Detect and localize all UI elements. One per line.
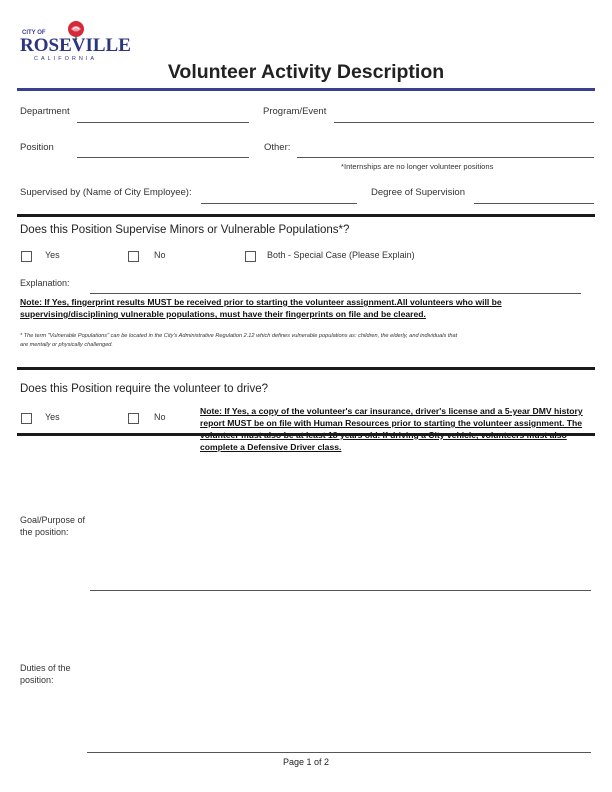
supervised-by-line [201, 203, 357, 204]
driving-note: Note: If Yes, a copy of the volunteer's car insurance, driver's license and a 5-year DMV history report MUST be on file with Human Resources prior to starting the volunteer assignment. The complete a Defensive Driver class. [200, 406, 583, 452]
city-logo [20, 20, 130, 66]
goal-line [90, 590, 591, 591]
goal-label: Goal/Purpose of the position: [20, 515, 86, 537]
supervised-by-label: Supervised by (Name of City Employee): [20, 187, 192, 198]
position-label: Position [20, 142, 54, 153]
other-line [297, 157, 594, 158]
title-rule [17, 88, 595, 91]
minors-no-checkbox[interactable] [128, 251, 139, 262]
section-divider-2 [17, 367, 595, 370]
page-title: Volunteer Activity Description [167, 61, 445, 83]
minors-yes-label: Yes [45, 250, 60, 260]
degree-supervision-line [474, 203, 594, 204]
minors-both-label: Both - Special Case (Please Explain) [267, 250, 415, 260]
degree-supervision-label: Degree of Supervision [371, 187, 465, 198]
explanation-label: Explanation: [20, 278, 70, 288]
drive-question: Does this Position require the volunteer to drive? [20, 383, 269, 395]
degree-supervision-input[interactable] [475, 188, 593, 202]
fingerprint-note: Note: If Yes, fingerprint results MUST be received prior to starting the volunteer assignment.All volunteers who will be supervising/disciplining vulnerable populations, must have their fingerprints on file and be cleared. [20, 297, 502, 319]
explanation-input[interactable] [91, 278, 580, 292]
logo-state: CALIFORNIA [34, 56, 98, 62]
goal-input[interactable] [91, 450, 595, 592]
duties-line [87, 752, 591, 753]
program-event-line [334, 122, 594, 123]
duties-input[interactable] [88, 600, 595, 752]
minors-both-checkbox[interactable] [245, 251, 256, 262]
logo-city-of: CITY OF [22, 30, 46, 36]
drive-no-label: No [154, 412, 166, 422]
minors-question: Does this Position Supervise Minors or Vulnerable Populations*? [20, 224, 350, 236]
drive-yes-checkbox[interactable] [21, 413, 32, 424]
drive-yes-label: Yes [45, 412, 60, 422]
minors-no-label: No [154, 250, 166, 260]
department-input[interactable] [78, 107, 248, 121]
department-line [77, 122, 249, 123]
minors-yes-checkbox[interactable] [21, 251, 32, 262]
page-number: Page 1 of 2 [282, 757, 330, 767]
logo-name: ROSEVILLE [20, 35, 131, 56]
department-label: Department [20, 106, 70, 117]
internship-note: *Internships are no longer volunteer positions [341, 162, 494, 171]
program-event-input[interactable] [335, 107, 593, 121]
position-input[interactable] [78, 142, 248, 156]
section-divider-3 [17, 433, 595, 436]
other-label: Other: [264, 142, 291, 153]
position-line [77, 157, 249, 158]
explanation-line [90, 293, 581, 294]
supervised-by-input[interactable] [202, 188, 356, 202]
section-divider-1 [17, 214, 595, 217]
other-input[interactable] [298, 142, 593, 156]
duties-label: Duties of the position: [20, 663, 71, 685]
drive-no-checkbox[interactable] [128, 413, 139, 424]
vulnerable-populations-footnote: * The term "Vulnerable Populations" can be located in the City's Administrative Regulation 2.12 which defines vulnerable populations as: children, the elderly, and individuals that are mentally or physically challenged. [20, 333, 458, 348]
program-event-label: Program/Event [263, 106, 327, 117]
